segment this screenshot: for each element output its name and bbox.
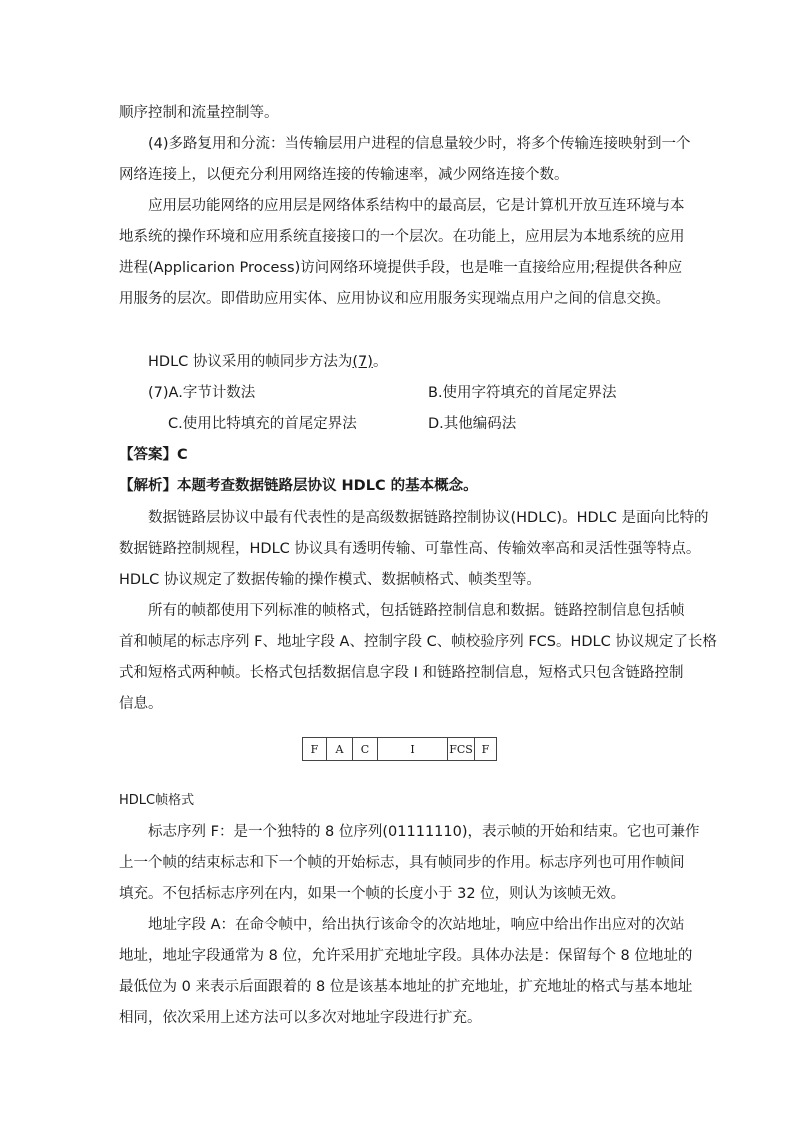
paragraph-line: 顺序控制和流量控制等。	[119, 105, 279, 121]
frame-field-f-end: F	[481, 742, 490, 756]
options-row-1	[148, 383, 708, 403]
options-row-2	[168, 414, 668, 434]
paragraph-line: 网络连接上，以便充分利用网络连接的传输速率，减少网络连接个数。	[119, 167, 569, 183]
option-c: C.使用比特填充的首尾定界法	[168, 416, 357, 432]
paragraph-line: 填充。不包括标志序列在内，如果一个帧的长度小于 32 位，则认为该帧无效。	[119, 886, 626, 902]
frame-field-fcs: FCS	[448, 738, 475, 760]
option-a: (7)A.字节计数法	[148, 385, 256, 401]
paragraph-line: 数据链路控制规程，HDLC 协议具有透明传输、可靠性高、传输效率高和灵活性强等特点。	[119, 541, 701, 557]
question-text: HDLC 协议采用的帧同步方法为	[148, 354, 353, 370]
paragraph-line: 上一个帧的结束标志和下一个帧的开始标志，具有帧同步的作用。标志序列也可用作帧间	[119, 855, 685, 871]
option-b: B.使用字符填充的首尾定界法	[428, 385, 617, 401]
paragraph-line: 进程(Applicarion Process)访问网络环境提供手段，也是唯一直接给应用;程提供各种应	[119, 260, 683, 276]
answer: 【答案】C	[119, 447, 188, 463]
paragraph-line: HDLC 协议规定了数据传输的操作模式、数据帧格式、帧类型等。	[119, 572, 541, 588]
paragraph-line: 应用层功能网络的应用层是网络体系结构中的最高层，它是计算机开放互连环境与本	[148, 198, 685, 214]
paragraph-line: 地址，地址字段通常为 8 位，允许采用扩充地址字段。具体办法是：保留每个 8 位地址的	[119, 948, 693, 964]
paragraph-line: 首和帧尾的标志序列 F、地址字段 A、控制字段 C、帧校验序列 FCS。HDLC 协议规定了长格	[119, 634, 717, 650]
frame-field-i: I	[378, 738, 448, 760]
paragraph-line: 所有的帧都使用下列标准的帧格式，包括链路控制信息和数据。链路控制信息包括帧	[148, 603, 685, 619]
frame-field-f-start: F	[303, 738, 327, 760]
paragraph-line: 标志序列 F：是一个独特的 8 位序列(01111110)，表示帧的开始和结束。它也可兼作	[148, 824, 700, 840]
paragraph-line: 用服务的层次。即借助应用实体、应用协议和应用服务实现端点用户之间的信息交换。	[119, 291, 670, 307]
question-end: 。	[372, 354, 388, 370]
paragraph-line: 地址字段 A：在命令帧中，给出执行该命令的次站地址，响应中给出作出应对的次站	[148, 917, 685, 933]
paragraph-line: 式和短格式两种帧。长格式包括数据信息字段 I 和链路控制信息，短格式只包含链路控制	[119, 665, 684, 681]
paragraph-line: 地系统的操作环境和应用系统直接接口的一个层次。在功能上，应用层为本地系统的应用	[119, 229, 685, 245]
question-stem	[148, 352, 387, 372]
paragraph-line: (4)多路复用和分流：当传输层用户进程的信息量较少时，将多个传输连接映射到一个	[148, 136, 691, 152]
paragraph-line: 最低位为 0 来表示后面跟着的 8 位是该基本地址的扩充地址，扩充地址的格式与基本地址	[119, 979, 693, 995]
paragraph-line: 信息。	[119, 696, 163, 712]
frame-field-c: C	[353, 738, 378, 760]
paragraph-line: 数据链路层协议中最有代表性的是高级数据链路控制协议(HDLC)。HDLC 是面向比特的	[148, 510, 709, 526]
hdlc-frame-diagram	[302, 737, 497, 761]
analysis-title: 【解析】本题考查数据链路层协议 HDLC 的基本概念。	[119, 478, 478, 494]
option-d: D.其他编码法	[428, 416, 517, 432]
question-blank: (7)	[352, 354, 373, 370]
paragraph-line: 相同，依次采用上述方法可以多次对地址字段进行扩充。	[119, 1010, 482, 1026]
frame-field-a: A	[327, 738, 353, 760]
frame-caption: HDLC帧格式	[119, 793, 195, 808]
